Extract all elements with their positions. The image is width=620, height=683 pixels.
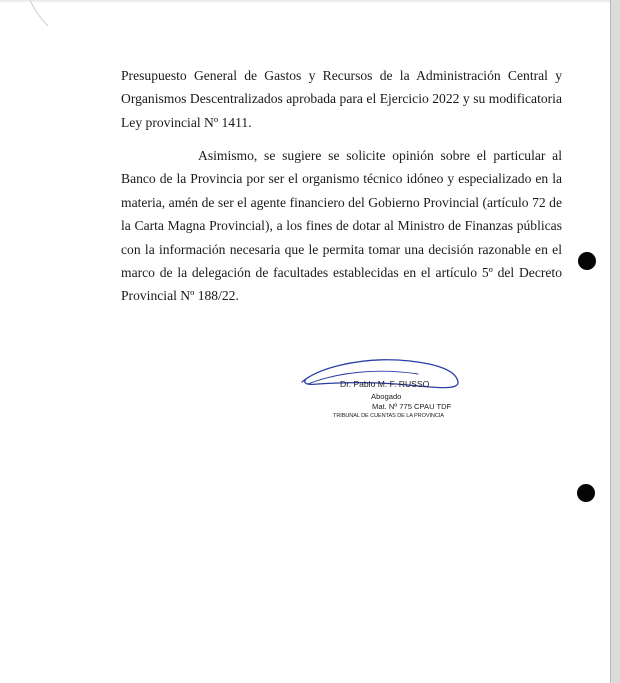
paragraph-text: Asimismo, se sugiere se solicite opinión sobre el particular al Banco de la Provincia por ser el organismo técnico idóneo y especializado en la materia, amén de ser el agente financiero del Gobierno Provincial (artículo 72 de la Carta Magna Provincial), a los fines de dotar al Ministro de Finanzas públicas con la información necesaria que le permita tomar una decisión razonable en el marco de la delegación de facultades establecidas en el artículo 5º del Decreto Provincial Nº 188/22. (121, 148, 562, 304)
stamp-registration: Mat. Nº 775 CPAU TDF (372, 402, 452, 411)
signature-block (298, 352, 468, 424)
page-top-edge (0, 0, 620, 3)
paragraph-text: Presupuesto General de Gastos y Recursos de la Administración Central y Organismos Descentralizados aprobada para el Ejercicio 2022 y su modificatoria Ley provincial Nº 1411. (121, 68, 562, 130)
stamp-organization: TRIBUNAL DE CUENTAS DE LA PROVINCIA (333, 413, 444, 419)
punch-hole-upper (578, 252, 596, 270)
paragraph-recommendation (121, 144, 562, 308)
stamp-name: Dr. Pablo M. F. RUSSO (340, 379, 430, 389)
page-right-border (611, 0, 620, 683)
punch-hole-lower (577, 484, 595, 502)
page-corner-fold (0, 0, 60, 40)
paragraph-budget (121, 64, 562, 134)
stamp-title: Abogado (371, 392, 402, 401)
